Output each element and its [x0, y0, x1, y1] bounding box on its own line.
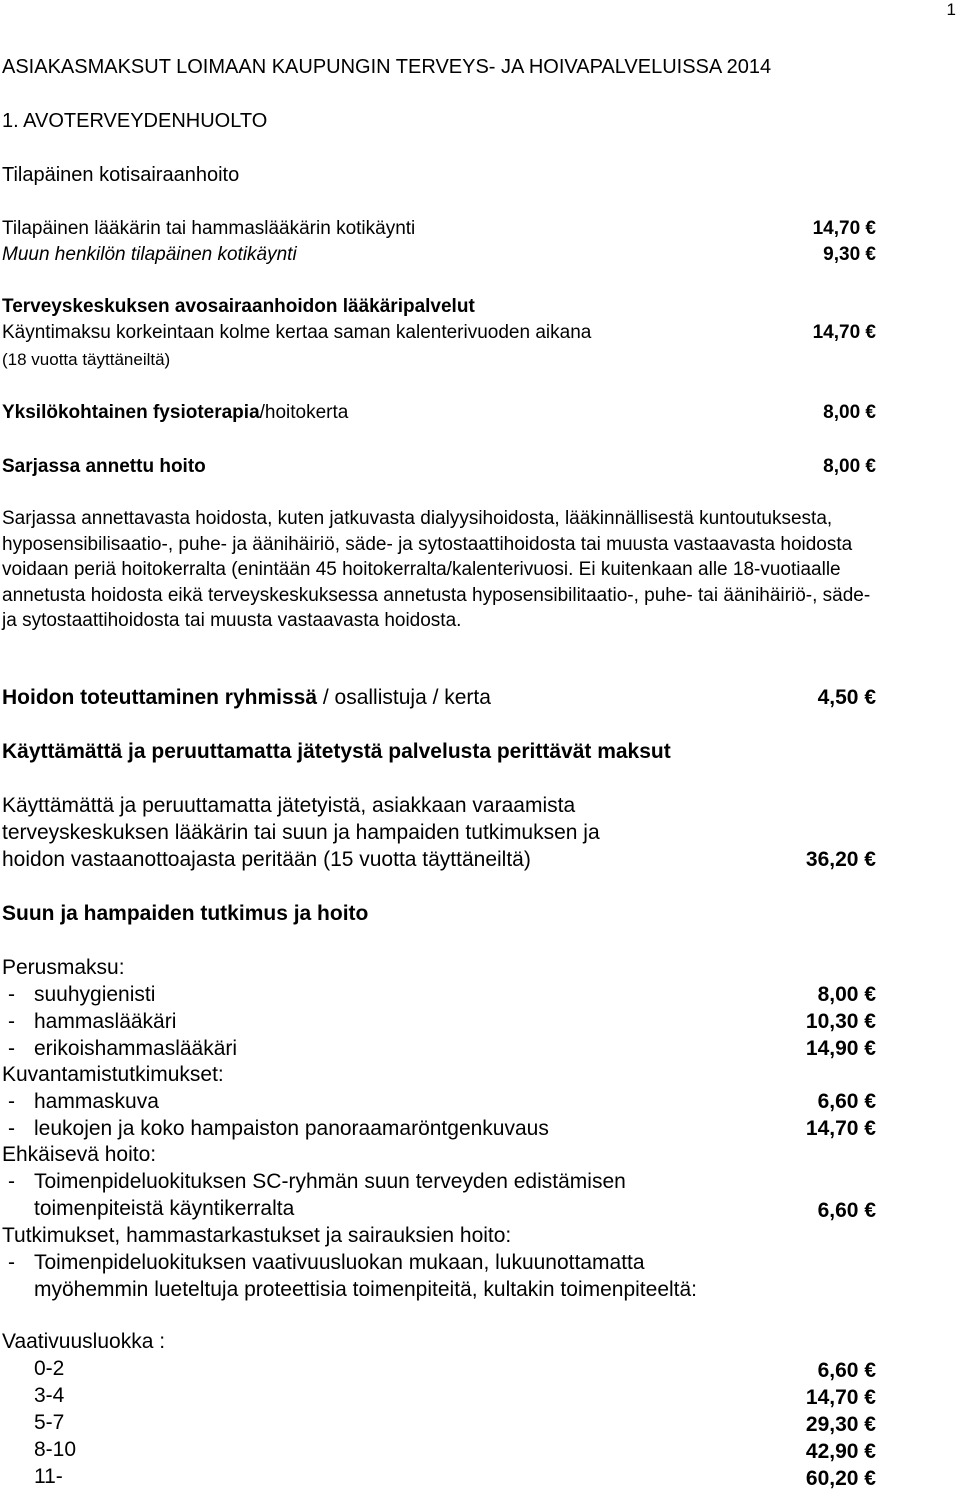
imaging-item-label: leukojen ja koko hampaiston panoraamaröntgenkuvaus — [34, 1117, 549, 1140]
physio-label — [2, 402, 348, 424]
no-show-line-2: terveyskeskuksen lääkärin tai suun ja hampaiden tutkimuksen ja — [2, 821, 600, 844]
preventive-line-2: toimenpiteistä käyntikerralta — [34, 1197, 295, 1220]
basic-item-price: 8,00 € — [817, 983, 876, 1006]
dental-heading: Suun ja hampaiden tutkimus ja hoito — [2, 902, 369, 925]
preventive-text: Toimenpideluokituksen SC-ryhmän suun terveyden edistämisen — [34, 1170, 626, 1193]
difficulty-label: 5-7 — [34, 1411, 65, 1434]
basic-item-price: 10,30 € — [805, 1010, 876, 1033]
outpatient-price: 14,70 € — [812, 322, 876, 343]
difficulty-label: 3-4 — [34, 1384, 65, 1407]
difficulty-heading: Vaativuusluokka : — [2, 1330, 166, 1353]
exams-line-2: myöhemmin lueteltuja proteettisia toimenpiteitä, kultakin toimenpiteeltä: — [34, 1278, 698, 1301]
preventive-line-1: - Toimenpideluokituksen SC-ryhmän suun terveyden edistämisen — [8, 1170, 626, 1193]
exams-text: Toimenpideluokituksen vaativuusluokan mukaan, lukuunottamatta — [34, 1251, 645, 1274]
imaging-item-panorama: - leukojen ja koko hampaiston panoraamaröntgenkuvaus — [8, 1117, 549, 1140]
home-care-heading: Tilapäinen kotisairaanhoito — [2, 164, 240, 186]
difficulty-price: 6,60 € — [817, 1359, 876, 1382]
series-price: 8,00 € — [823, 456, 876, 477]
difficulty-label: 8-10 — [34, 1438, 77, 1461]
section-heading: 1. AVOTERVEYDENHUOLTO — [2, 110, 268, 132]
no-show-price: 36,20 € — [805, 848, 876, 871]
home-care-other-label: Muun henkilön tilapäinen kotikäynti — [2, 244, 297, 265]
imaging-heading: Kuvantamistutkimukset: — [2, 1063, 224, 1086]
series-label: Sarjassa annettu hoito — [2, 456, 206, 477]
page-number: 1 — [946, 0, 956, 19]
preventive-price: 6,60 € — [817, 1199, 876, 1222]
difficulty-price: 29,30 € — [805, 1413, 876, 1436]
difficulty-price: 14,70 € — [805, 1386, 876, 1409]
basic-item-label: erikoishammaslääkäri — [34, 1037, 238, 1060]
home-care-doctor-label: Tilapäinen lääkärin tai hammaslääkärin kotikäynti — [2, 218, 416, 239]
home-care-doctor-price: 14,70 € — [812, 218, 876, 239]
basic-item-specialist: - erikoishammaslääkäri — [8, 1037, 238, 1060]
difficulty-label: 11- — [34, 1465, 63, 1488]
no-show-heading: Käyttämättä ja peruuttamatta jätetystä palvelusta perittävät maksut — [2, 740, 671, 763]
no-show-line-1: Käyttämättä ja peruuttamatta jätetyistä, asiakkaan varaamista — [2, 794, 576, 817]
physio-label-bold: Yksilökohtainen fysioterapia — [2, 402, 260, 423]
series-description: Sarjassa annettavasta hoidosta, kuten jatkuvasta dialyysihoidosta, lääkinnällisestä kuntoutuksesta, hyposensibilisaatio-, puhe- ja äänihäiriö, säde- ja sytostaattihoidosta tai muusta vastaavasta hoidosta voidaan periä hoitokerralta (enintään 45 hoitokerralta/kalenterivuosi. Ei kuitenkaan alle 18-vuotiaalle annetusta hoidosta eikä terveyskeskuksessa annetusta hyposensibilitaatio-, puhe- tai äänihäiriö-, säde- ja sytostaattihoidosta tai muusta vastaavasta hoidosta. — [2, 508, 871, 631]
group-label — [2, 686, 491, 710]
basic-item-price: 14,90 € — [805, 1037, 876, 1060]
outpatient-heading: Terveyskeskuksen avosairaanhoidon lääkäripalvelut — [2, 296, 475, 317]
no-show-line-3: hoidon vastaanottoajasta peritään (15 vuotta täyttäneiltä) — [2, 848, 531, 871]
exams-line-1: - Toimenpideluokituksen vaativuusluokan mukaan, lukuunottamatta — [8, 1251, 645, 1274]
home-care-other-price: 9,30 € — [823, 244, 876, 265]
imaging-item-price: 6,60 € — [817, 1090, 876, 1113]
difficulty-label: 0-2 — [34, 1357, 65, 1380]
group-price: 4,50 € — [817, 686, 876, 709]
exams-heading: Tutkimukset, hammastarkastukset ja sairauksien hoito: — [2, 1224, 512, 1247]
group-label-bold: Hoidon toteuttaminen ryhmissä — [2, 686, 318, 709]
imaging-item-label: hammaskuva — [34, 1090, 159, 1113]
difficulty-price: 60,20 € — [805, 1467, 876, 1490]
imaging-item-xray: - hammaskuva — [8, 1090, 159, 1113]
basic-fee-heading: Perusmaksu: — [2, 956, 125, 979]
outpatient-note: (18 vuotta täyttäneiltä) — [2, 350, 171, 369]
outpatient-label: Käyntimaksu korkeintaan kolme kertaa saman kalenterivuoden aikana — [2, 322, 592, 343]
preventive-heading: Ehkäisevä hoito: — [2, 1143, 157, 1166]
group-label-rest: / osallistuja / kerta — [317, 686, 491, 709]
basic-item-hygienist: - suuhygienisti — [8, 983, 156, 1006]
physio-price: 8,00 € — [823, 402, 876, 423]
difficulty-price: 42,90 € — [805, 1440, 876, 1463]
basic-item-label: suuhygienisti — [34, 983, 156, 1006]
basic-item-label: hammaslääkäri — [34, 1010, 177, 1033]
physio-label-rest: /hoitokerta — [259, 402, 349, 423]
document-title: ASIAKASMAKSUT LOIMAAN KAUPUNGIN TERVEYS- JA HOIVAPALVELUISSA 2014 — [2, 56, 772, 78]
basic-item-dentist: - hammaslääkäri — [8, 1010, 177, 1033]
imaging-item-price: 14,70 € — [805, 1117, 876, 1140]
